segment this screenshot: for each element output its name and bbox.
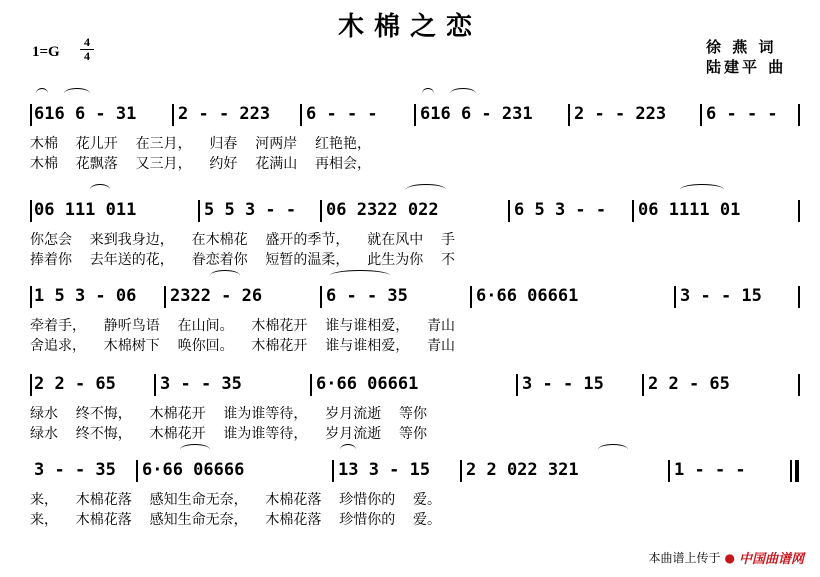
slur [36,88,48,99]
barline [320,200,322,222]
measure: 6 - - - [306,104,378,124]
measure: 2 2 - 65 [34,374,116,394]
barline [470,286,472,308]
barline [320,286,322,308]
slur [598,444,628,455]
slur [450,88,476,99]
measure: 2 - - 223 [574,104,667,124]
measure: 6 - - - [706,104,778,124]
measure: 6 - - 35 [326,286,408,306]
measure: 3 - - 35 [34,460,116,480]
barline [414,104,416,126]
barline [300,104,302,126]
time-signature-top: 4 [84,35,90,49]
measure: 1 5 3 - 06 [34,286,137,306]
lyrics-verse-1: 你怎会 来到我身边， 在木棉花 盛开的季节， 就在风中 手 [30,232,456,248]
key-signature: 1=G [32,44,60,60]
measure: 3 - - 15 [680,286,762,306]
lyrics-verse-1: 木棉 花儿开 在三月， 归春 河两岸 红艳艳， [30,136,372,152]
lyrics-verse-1: 来， 木棉花落 感知生命无奈， 木棉花落 珍惜你的 爱。 [30,492,442,508]
measure: 13 3 - 15 [338,460,431,480]
slur [210,270,240,281]
slur [422,88,434,99]
measure: 1 - - - [674,460,746,480]
barline [798,200,800,222]
measure: 3 - - 35 [160,374,242,394]
slur [90,184,110,195]
slur [180,444,210,455]
measure: 6·66 06666 [142,460,245,480]
barline [632,200,634,222]
lyrics-verse-2: 绿水 终不悔， 木棉花开 谁为谁等待， 岁月流逝 等你 [30,426,428,442]
score-row-2 [30,196,802,288]
barline [164,286,166,308]
footer-credit [648,548,804,567]
barline [198,200,200,222]
score-row-3 [30,282,802,374]
barline [332,460,334,482]
measure: 06 2322 022 [326,200,439,220]
barline [310,374,312,396]
score-row-1 [30,100,802,192]
slur [330,270,390,281]
time-signature-bottom: 4 [80,49,94,63]
lyrics-verse-1: 牵着手， 静听鸟语 在山间。 木棉花开 谁与谁相爱， 青山 [30,318,456,334]
measure: 6 5 3 - - [514,200,607,220]
lyrics-verse-2: 捧着你 去年送的花， 眷恋着你 短暂的温柔， 此生为你 不 [30,252,456,268]
final-barline [795,460,799,482]
barline [798,286,800,308]
barline [30,374,32,396]
lyrics-verse-2: 木棉 花飘落 又三月， 约好 花满山 再相会， [30,156,372,172]
barline [136,460,138,482]
c-icon: ● [724,550,735,565]
measure: 6·66 06661 [316,374,419,394]
slur [64,88,90,99]
time-signature [80,36,94,63]
barline [798,104,800,126]
barline [798,374,800,396]
barline [154,374,156,396]
measure: 616 6 - 231 [420,104,533,124]
barline [516,374,518,396]
barline [460,460,462,482]
notes-row-2 [30,196,802,226]
upload-text: 本曲谱上传于 [648,551,721,565]
barline [674,286,676,308]
barline [668,460,670,482]
barline [30,104,32,126]
score-row-5 [30,456,802,548]
barline [568,104,570,126]
lyrics-verse-2: 来， 木棉花落 感知生命无奈， 木棉花落 珍惜你的 爱。 [30,512,442,528]
measure: 6·66 06661 [476,286,579,306]
song-title: 木棉之恋 [337,12,482,42]
barline [700,104,702,126]
measure: 2 2 022 321 [466,460,579,480]
composer-credit: 陆建平 曲 [706,58,787,76]
slur [406,184,446,195]
measure: 2322 - 26 [170,286,263,306]
barline [642,374,644,396]
notes-row-1 [30,100,802,130]
notes-row-5 [30,456,802,486]
notes-row-3 [30,282,802,312]
barline [30,200,32,222]
lyricist-credit: 徐 燕 词 [706,38,777,56]
site-logo: 中国曲谱网 [738,552,804,567]
barline [508,200,510,222]
barline [172,104,174,126]
lyrics-verse-2: 舍追求， 木棉树下 唤你回。 木棉花开 谁与谁相爱， 青山 [30,338,456,354]
measure: 616 6 - 31 [34,104,137,124]
slur [680,184,724,195]
lyrics-verse-1: 绿水 终不悔， 木棉花开 谁为谁等待， 岁月流逝 等你 [30,406,428,422]
slur [340,444,356,455]
measure: 5 5 3 - - [204,200,297,220]
measure: 3 - - 15 [522,374,604,394]
notes-row-4 [30,370,802,400]
measure: 06 111 011 [34,200,137,220]
measure: 2 - - 223 [178,104,271,124]
barline [790,460,792,482]
measure: 2 2 - 65 [648,374,730,394]
score-row-4 [30,370,802,462]
barline [30,286,32,308]
measure: 06 1111 01 [638,200,741,220]
